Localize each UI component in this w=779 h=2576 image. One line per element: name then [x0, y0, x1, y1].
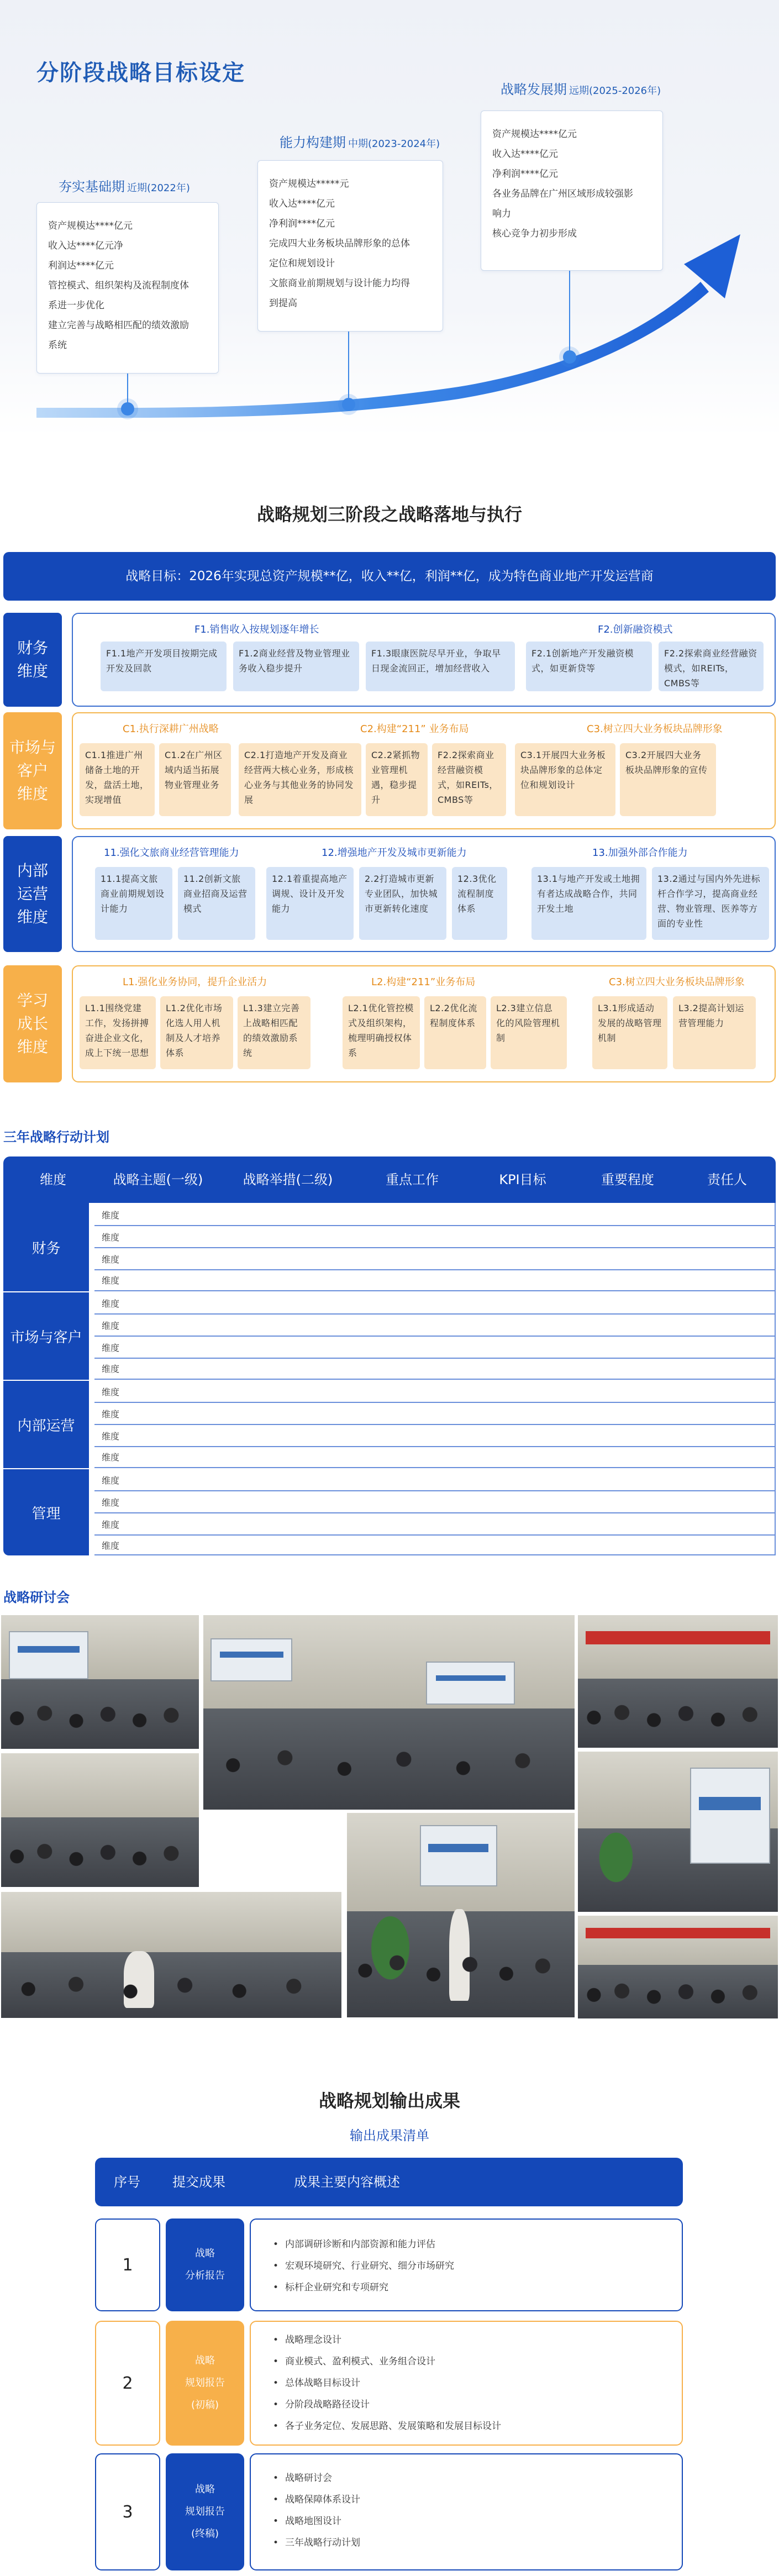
stage-1-stem: [127, 374, 128, 407]
output-number: 2: [95, 2321, 160, 2446]
group-title: L2.构建“211”业务布局: [371, 976, 476, 988]
action-plan-table: [3, 1156, 776, 1554]
output-row: [95, 2453, 683, 2570]
dimension-label: 学习 成长 维度: [3, 965, 62, 1082]
header-cell: 维度: [40, 1172, 66, 1187]
output-item: • 宏观环境研究、行业研究、细分市场研究: [273, 2256, 660, 2277]
row-divider: [94, 1402, 776, 1403]
dimension-market: [3, 712, 776, 829]
seminar-title: 战略研讨会: [3, 1590, 70, 1605]
output-name: 战略 分析报告: [166, 2218, 244, 2311]
plan-row: 维度: [102, 1387, 120, 1397]
output-name: 战略 规划报告 (初稿): [166, 2321, 244, 2446]
output-item: • 分阶段战略路径设计: [273, 2394, 660, 2416]
stage-goals-section: [0, 0, 779, 437]
row-divider: [94, 1358, 776, 1359]
row-divider: [94, 1247, 776, 1248]
output-item: • 战略研讨会: [273, 2468, 660, 2489]
plan-dimension: 内部运营: [3, 1381, 89, 1468]
strategy-map-title: 战略规划三阶段之战略落地与执行: [256, 504, 522, 525]
output-item: • 战略地图设计: [273, 2511, 660, 2532]
plan-row: 维度: [102, 1210, 120, 1221]
stage-3-line: 响力: [492, 208, 511, 219]
group-title: L1.强化业务协同，提升企业活力: [123, 976, 267, 988]
header-cell: 序号: [114, 2174, 140, 2190]
row-divider: [94, 1490, 776, 1491]
stage-1-line: 利润达****亿元: [48, 260, 114, 271]
strategy-cell: L1.2优化市场化选人用人机制及人才培养体系: [160, 996, 233, 1069]
strategy-cell: F2.1创新地产开发融资模式，如更新贷等: [526, 642, 652, 691]
stage-1-line: 系统: [48, 340, 67, 351]
strategy-cell: F2.2探索商业经营融资模式，如REITs，CMBS等: [659, 642, 764, 691]
row-divider: [94, 1269, 776, 1270]
dimension-learning: [3, 965, 776, 1082]
seminar-photo: [347, 1813, 575, 2017]
stage-3-dot: [563, 350, 576, 364]
output-number: 1: [95, 2218, 160, 2311]
strategy-goal-banner: 战略目标：2026年实现总资产规模**亿，收入**亿，利润**亿，成为特色商业地产开发运营商: [3, 552, 776, 601]
strategy-cell: C3.2开展四大业务板块品牌形象的宣传: [620, 743, 716, 816]
header-cell: 提交成果: [172, 2174, 225, 2190]
strategy-cell: 11.1提高文旅商业前期规划设计能力: [95, 867, 172, 940]
output-item: • 各子业务定位、发展思路、发展策略和发展目标设计: [273, 2416, 660, 2437]
strategy-cell: 13.2通过与国内外先进标杆合作学习，提高商业经营、物业管理、医养等方面的专业性: [652, 867, 769, 940]
seminar-photo: [203, 1615, 575, 1810]
header-cell: 战略举措(二级): [243, 1172, 333, 1187]
strategy-cell: F2.2探索商业经营融资模式，如REITs，CMBS等: [432, 743, 506, 816]
strategy-cell: L2.3建立信息化的风险管理机制: [491, 996, 567, 1069]
plan-row: 维度: [102, 1431, 120, 1442]
stage-2-label: 能力构建期 中期(2023-2024年): [280, 135, 440, 150]
row-divider: [94, 1424, 776, 1425]
plan-row: 维度: [102, 1520, 120, 1530]
seminar-photo: [1, 1615, 199, 1749]
strategy-cell: 13.1与地产开发或土地拥有者达成战略合作，共同开发土地: [531, 867, 646, 940]
group-title: C1.执行深耕广州战略: [123, 723, 219, 735]
dimension-body: [72, 613, 776, 707]
plan-row: 维度: [102, 1541, 120, 1551]
output-item: • 商业模式、盈利模式、业务组合设计: [273, 2351, 660, 2373]
row-divider: [94, 1512, 776, 1513]
plan-row: 维度: [102, 1232, 120, 1243]
stage-3-line: 净利润****亿元: [492, 169, 558, 180]
seminar-photo: [1, 1753, 199, 1887]
strategy-cell: F1.2商业经营及物业管理业务收入稳步提升: [233, 642, 359, 691]
stage-1-label: 夯实基础期 近期(2022年): [59, 179, 190, 194]
action-plan-header: [3, 1156, 776, 1203]
header-cell: 成果主要内容概述: [294, 2174, 400, 2190]
strategy-cell: 11.2创新文旅商业招商及运营模式: [178, 867, 255, 940]
stage-2-dot: [342, 398, 355, 411]
stage-3-box: [481, 111, 663, 271]
dimension-finance: [3, 613, 776, 707]
output-item: • 战略理念设计: [273, 2330, 660, 2351]
header-cell: KPI目标: [499, 1172, 546, 1187]
plan-row: 维度: [102, 1275, 120, 1286]
seminar-photo: [578, 1916, 778, 2018]
outputs-title: 战略规划输出成果: [318, 2090, 460, 2111]
plan-group: [3, 1380, 776, 1468]
stage-goals-title: 分阶段战略目标设定: [36, 60, 245, 86]
stage-1-line: 管控模式、组织架构及流程制度体: [48, 280, 189, 291]
plan-row: 维度: [102, 1364, 120, 1374]
seminar-photo: [578, 1752, 778, 1912]
dimension-label: 市场与 客户 维度: [3, 712, 62, 829]
row-divider: [94, 1225, 776, 1226]
plan-group: [3, 1203, 776, 1291]
dimension-body: [72, 836, 776, 952]
outputs-subtitle: 输出成果清单: [350, 2128, 429, 2143]
plan-row: 维度: [102, 1298, 120, 1309]
strategy-cell: 12.3优化流程制度体系: [452, 867, 507, 940]
stage-3-label: 战略发展期 远期(2025-2026年): [501, 82, 661, 97]
outputs-header: [95, 2158, 683, 2206]
output-row: [95, 2321, 683, 2446]
stage-2-line: 定位和规划设计: [269, 258, 335, 269]
stage-1-dot: [121, 402, 134, 416]
group-title: C3.树立四大业务板块品牌形象: [587, 723, 723, 735]
dimension-label: 内部 运营 维度: [3, 836, 62, 952]
plan-group: [3, 1291, 776, 1380]
group-title: C3.树立四大业务板块品牌形象: [609, 976, 745, 988]
strategy-cell: 2.2打造城市更新专业团队，加快城市更新转化速度: [359, 867, 446, 940]
row-end: [775, 1468, 776, 1555]
strategy-cell: L3.1形成适动发展的战略管理机制: [592, 996, 667, 1069]
stage-2-line: 到提高: [269, 298, 297, 309]
output-item: • 战略保障体系设计: [273, 2489, 660, 2511]
plan-dimension: 市场与客户: [3, 1292, 89, 1380]
strategy-cell: L2.2优化流程制度体系: [424, 996, 486, 1069]
dimension-body: [72, 712, 776, 829]
output-item: • 总体战略目标设计: [273, 2373, 660, 2394]
strategy-cell: C1.2在广州区域内适当拓展物业管理业务: [159, 743, 231, 816]
stage-2-stem: [348, 332, 349, 403]
row-divider: [94, 1313, 776, 1315]
row-divider: [94, 1534, 776, 1536]
strategy-cell: L1.3建立完善上战略相匹配的绩效激励系统: [238, 996, 310, 1069]
stage-2-box: [257, 160, 443, 332]
strategy-cell: C2.2紧抓物业管理机遇，稳步提升: [366, 743, 428, 816]
stage-2-line: 净利润****亿元: [269, 218, 335, 229]
stage-2-line: 完成四大业务板块品牌形象的总体: [269, 238, 410, 249]
header-cell: 战略主题(一级): [113, 1172, 203, 1187]
output-row: [95, 2218, 683, 2311]
plan-row: 维度: [102, 1321, 120, 1331]
action-plan-title: 三年战略行动计划: [3, 1129, 109, 1145]
row-end: [775, 1380, 776, 1468]
output-item: • 三年战略行动计划: [273, 2532, 660, 2554]
strategy-cell: 12.1着重提高地产调规、设计及开发能力: [266, 867, 354, 940]
plan-row: 维度: [102, 1409, 120, 1420]
stage-3-line: 收入达****亿元: [492, 149, 558, 160]
strategy-cell: F1.1地产开发项目按期完成开发及回款: [101, 642, 227, 691]
output-item: • 标杆企业研究和专项研究: [273, 2277, 660, 2299]
output-content: [250, 2321, 683, 2446]
strategy-cell: L3.2提高计划运营管理能力: [673, 996, 756, 1069]
stage-1-line: 资产规模达****亿元: [48, 220, 133, 232]
group-title: 12.增强地产开发及城市更新能力: [322, 847, 467, 859]
stage-1-line: 系进一步优化: [48, 300, 104, 311]
seminar-photo: [1, 1892, 341, 2018]
plan-row: 维度: [102, 1343, 120, 1353]
stage-2-line: 资产规模达*****元: [269, 178, 349, 190]
dimension-operations: [3, 836, 776, 952]
plan-row: 维度: [102, 1452, 120, 1463]
group-title: 11.强化文旅商业经营管理能力: [104, 847, 239, 859]
header-cell: 责任人: [707, 1172, 747, 1187]
stage-2-line: 收入达****亿元: [269, 198, 335, 209]
output-content: [250, 2453, 683, 2570]
seminar-photo: [578, 1615, 778, 1748]
header-cell: 重点工作: [386, 1172, 439, 1187]
dimension-label: 财务 维度: [3, 613, 62, 707]
strategy-cell: L2.1优化管控模式及组织架构，梳理明确授权体系: [343, 996, 420, 1069]
row-end: [775, 1291, 776, 1380]
plan-row: 维度: [102, 1497, 120, 1508]
plan-group: [3, 1468, 776, 1557]
dimension-body: [72, 965, 776, 1082]
row-divider: [94, 1446, 776, 1447]
output-content: [250, 2218, 683, 2311]
stage-3-line: 各业务品牌在广州区域形成较强影: [492, 188, 633, 199]
output-number: 3: [95, 2453, 160, 2570]
group-title: C2.构建“211” 业务布局: [360, 723, 469, 735]
plan-row: 维度: [102, 1254, 120, 1265]
output-name: 战略 规划报告 (终稿): [166, 2453, 244, 2570]
row-divider: [94, 1336, 776, 1337]
stage-1-line: 收入达****亿元净: [48, 240, 123, 251]
plan-dimension: 财务: [3, 1203, 89, 1291]
stage-1-line: 建立完善与战略相匹配的绩效激励: [48, 320, 189, 331]
strategy-cell: L1.1围绕党建工作，发扬拼搏奋进企业文化，成上下统一思想: [80, 996, 156, 1069]
output-item: • 内部调研诊断和内部资源和能力评估: [273, 2234, 660, 2256]
strategy-cell: C2.1打造地产开发及商业经营两大核心业务，形成核心业务与其他业务的协同发展: [239, 743, 361, 816]
plan-row: 维度: [102, 1475, 120, 1486]
stage-3-line: 资产规模达****亿元: [492, 129, 577, 140]
strategy-cell: C3.1开展四大业务板块品牌形象的总体定位和规划设计: [515, 743, 615, 816]
row-end: [775, 1203, 776, 1291]
header-cell: 重要程度: [601, 1172, 654, 1187]
row-divider: [94, 1554, 776, 1555]
stage-2-line: 文旅商业前期规划与设计能力均得: [269, 278, 410, 289]
group-title: 13.加强外部合作能力: [592, 847, 688, 859]
strategy-cell: C1.1推进广州储备土地的开发，盘活土地，实现增值: [80, 743, 155, 816]
plan-dimension: 管理: [3, 1469, 89, 1555]
stage-3-stem: [569, 271, 570, 354]
stage-1-box: [36, 202, 219, 374]
strategy-cell: F1.3眼康医院尽早开业，争取早日现金流回正，增加经营收入: [366, 642, 515, 691]
stage-3-line: 核心竞争力初步形成: [492, 228, 577, 239]
group-title: F1.销售收入按规划逐年增长: [194, 624, 319, 635]
group-title: F2.创新融资模式: [598, 624, 673, 635]
